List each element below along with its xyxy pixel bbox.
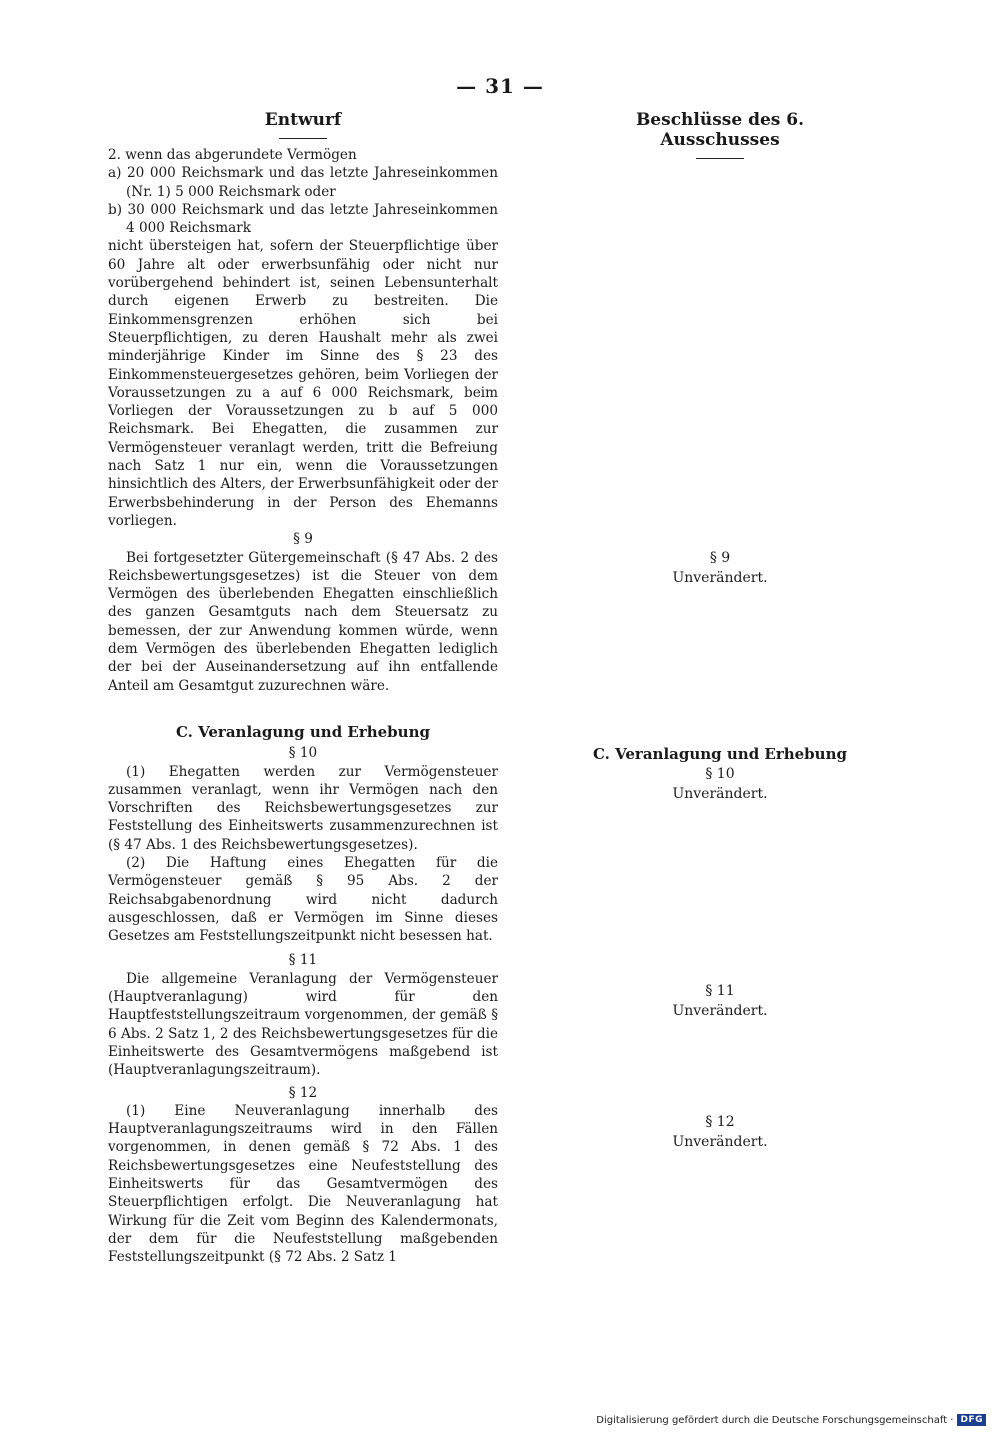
footer-credit bbox=[596, 1414, 986, 1426]
resolution-section-c-heading: C. Veranlagung und Erhebung bbox=[593, 745, 847, 763]
dfg-logo: DFG bbox=[957, 1414, 986, 1426]
resolution-section-11-text: Unverändert. bbox=[672, 1003, 768, 1019]
resolution-section-9 bbox=[590, 548, 850, 588]
column-header-resolutions-label: Beschlüsse des 6. Ausschusses bbox=[635, 110, 805, 150]
paragraph-8-continuation: nicht übersteigen hat, sofern der Steuerpflichtige über 60 Jahre alt oder erwerbsunfähig oder nicht nur vorübergehend behindert ist, seinen Lebensunterhalt durch eigenen Erwerb zu bestreiten. Die Einkommensgrenzen erhöhen sich bei Steuerpflichtigen, zu deren Haushalt mehr als zwei minderjährige Kinder im Sinne des § 23 des Einkommensteuergesetzes gehören, beim Vorliegen der Voraussetzungen zu a auf 6 000 Reichsmark, beim Vorliegen der Voraussetzungen zu b auf 5 000 Reichsmark. Bei Ehegatten, die zusammen zur Vermögensteuer veranlagt werden, tritt die Befreiung nach Satz 1 nur ein, wenn die Voraussetzungen hinsichtlich des Alters, der Erwerbsunfähigkeit oder der Erwerbsbehinderung in der Person des Ehemanns vorliegen. bbox=[108, 238, 498, 529]
section-12-title: § 12 bbox=[288, 1084, 318, 1101]
resolution-section-10-text: Unverändert. bbox=[672, 786, 768, 802]
draft-column bbox=[108, 146, 498, 1267]
column-header-draft bbox=[108, 110, 498, 139]
resolution-section-11-title: § 11 bbox=[705, 983, 735, 999]
resolution-section-10-title: § 10 bbox=[705, 766, 735, 782]
section-9-title: § 9 bbox=[293, 531, 313, 548]
resolution-section-11 bbox=[590, 981, 850, 1021]
resolution-section-9-text: Unverändert. bbox=[672, 570, 768, 586]
footer-credit-text: Digitalisierung gefördert durch die Deutsche Forschungsgemeinschaft · bbox=[596, 1414, 954, 1426]
section-11-title: § 11 bbox=[288, 952, 318, 969]
section-11-text: Die allgemeine Veranlagung der Vermögensteuer (Hauptveranlagung) wird für den Hauptfeststellungszeitraum vorgenommen, der gemäß § 6 Abs. 2 Satz 1, 2 des Reichsbewertungsgesetzes für die Einheitswerte des Gesamtvermögens maßgebend ist (Hauptveranlagungszeitraum). bbox=[108, 970, 498, 1079]
section-c-heading: C. Veranlagung und Erhebung bbox=[176, 722, 430, 741]
section-12-paragraph-1: (1) Eine Neuveranlagung innerhalb des Hauptveranlagungszeitraums wird in den Fällen vorgenommen, in denen gemäß § 72 Abs. 1 des Reichsbewertungsgesetzes eine Neufeststellung des Einheitswerts für das Gesamtvermögen des Steuerpflichtigen erfolgt. Die Neuveranlagung hat Wirkung für die Zeit vom Beginn des Kalendermonats, der dem für die Neufeststellung maßgebenden Feststellungszeitpunkt (§ 72 Abs. 2 Satz 1 bbox=[108, 1102, 498, 1266]
list-item-2b: b) 30 000 Reichsmark und das letzte Jahreseinkommen 4 000 Reichsmark bbox=[108, 201, 498, 237]
page-number: — 31 — bbox=[456, 74, 544, 98]
section-10-paragraph-2: (2) Die Haftung eines Ehegatten für die Vermögensteuer gemäß § 95 Abs. 2 der Reichsabgabenordnung wird nicht dadurch ausgeschlossen, daß er Vermögen im Sinne dieses Gesetzes am Feststellungszeitpunkt nicht besessen hat. bbox=[108, 854, 498, 945]
list-item-2: 2. wenn das abgerundete Vermögen bbox=[108, 147, 357, 163]
section-9-text: Bei fortgesetzter Gütergemeinschaft (§ 47 Abs. 2 des Reichsbewertungsgesetzes) ist die Steuer von dem Vermögen des überlebenden Ehegatten einschließlich des ganzen Gesamtguts nach dem Steuersatz zu bemessen, der zur Anwendung kommen würde, wenn dem Vermögen des überlebenden Ehegatten lediglich der bei der Auseinandersetzung auf ihn entfallende Anteil am Gesamtgut zuzurechnen wäre. bbox=[108, 549, 498, 694]
column-header-resolutions bbox=[590, 110, 850, 159]
header-rule bbox=[279, 138, 327, 139]
resolution-section-12-text: Unverändert. bbox=[672, 1134, 768, 1150]
resolution-section-c bbox=[590, 744, 850, 804]
section-10-title: § 10 bbox=[288, 745, 318, 762]
section-10-paragraph-1: (1) Ehegatten werden zur Vermögensteuer zusammen veranlagt, wenn ihr Vermögen nach den Vorschriften des Reichsbewertungsgesetzes zur Feststellung des Einheitswerts zusammenzurechnen ist (§ 47 Abs. 1 des Reichsbewertungsgesetzes). bbox=[108, 763, 498, 853]
resolution-section-12-title: § 12 bbox=[705, 1114, 735, 1130]
header-rule bbox=[696, 158, 744, 159]
list-item-2a: a) 20 000 Reichsmark und das letzte Jahreseinkommen (Nr. 1) 5 000 Reichsmark oder bbox=[108, 165, 498, 200]
resolution-section-9-title: § 9 bbox=[709, 550, 731, 566]
resolution-section-12 bbox=[590, 1112, 850, 1152]
column-header-draft-label: Entwurf bbox=[264, 110, 342, 130]
